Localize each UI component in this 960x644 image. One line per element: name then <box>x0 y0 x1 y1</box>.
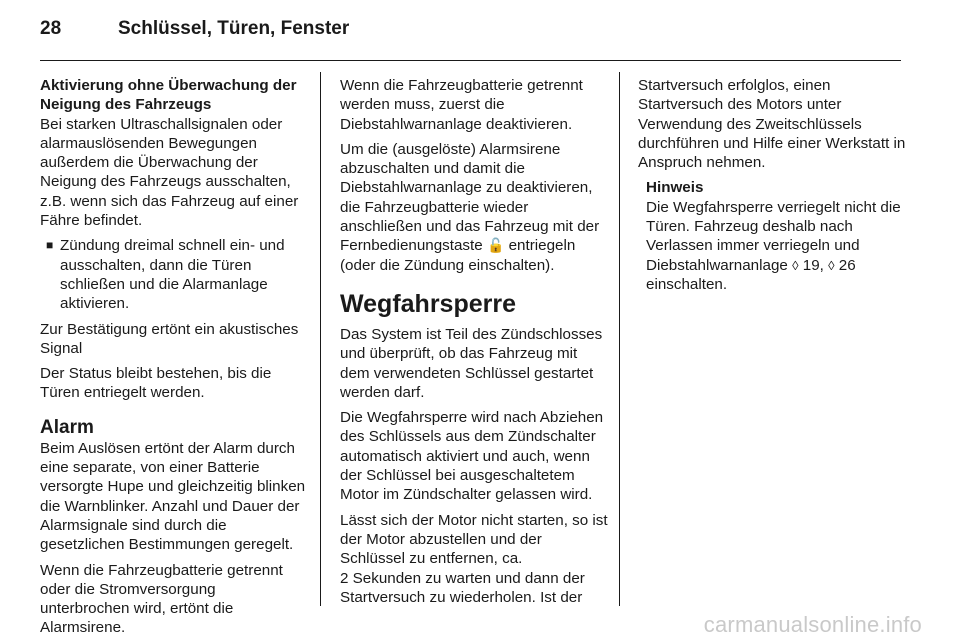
paragraph: Die Wegfahrsperre wird nach Abziehen des Schlüssels aus dem Zündschalter automatisch aktiviert und auch, wenn der Schlüssel bei ausgeschaltetem Motor im Zündschalter gelassen wird. <box>340 409 604 504</box>
paragraph: Startversuch erfolglos, einen Startversuch des Motors unter Verwendung des Zweitschlüssels durchführen und Hilfe einer Werkstatt in Anspruch nehmen. <box>638 77 906 172</box>
column-2 <box>340 76 608 613</box>
chapter-title: Schlüssel, Türen, Fenster <box>118 18 350 39</box>
paragraph <box>340 511 608 607</box>
note-text: Die Wegfahrsperre verriegelt nicht die Türen. Fahrzeug deshalb nach Verlassen immer verriegeln und Diebstahlwarnanlage ◊ 19, ◊ 26 einschalten. <box>646 198 901 293</box>
column-1 <box>40 76 308 644</box>
paragraph-text: entriegeln (oder die Zündung einschalten). <box>340 237 576 274</box>
column-divider-2 <box>619 72 620 606</box>
page-reference-link[interactable]: 26 einschalten. <box>646 256 856 293</box>
paragraph: Beim Auslösen ertönt der Alarm durch eine separate, von einer Batterie versorgte Hupe und gleichzeitig blinken die Warnblinker. Anzahl und Dauer der Alarmsignale sind durch die gesetzlichen Bestimmungen geregelt. <box>40 439 306 554</box>
page-reference-icon: ◊ <box>792 257 799 273</box>
page-header <box>40 18 349 48</box>
header-rule <box>40 60 901 61</box>
list-item <box>40 236 308 313</box>
paragraph-text: Um die (ausgelöste) Alarmsirene abzuschalten und damit die Diebstahlwarnanlage zu deaktivieren, die Fahrzeugbatterie wieder anschließen und das Fahrzeug mit der Fernbedienungstaste <box>340 140 600 255</box>
page-reference-link[interactable]: 19, <box>802 256 824 274</box>
section-heading-wegfahrsperre: Wegfahrsperre <box>340 289 516 318</box>
paragraph: Wenn die Fahrzeugbatterie getrennt werden muss, zuerst die Diebstahlwarnanlage deaktivieren. <box>340 77 583 133</box>
note-box <box>646 178 906 294</box>
column-3 <box>638 76 906 294</box>
page-reference-icon: ◊ <box>828 257 835 273</box>
paragraph: Zur Bestätigung ertönt ein akustisches Signal <box>40 320 299 357</box>
paragraph-text: Lässt sich der Motor nicht starten, so ist der Motor abzustellen und der Schlüssel zu entfernen, ca. <box>340 511 608 568</box>
paragraph <box>340 140 608 275</box>
watermark: carmanualsonline.info <box>703 612 922 637</box>
bullet-icon: ■ <box>46 238 54 253</box>
page-number: 28 <box>40 18 62 39</box>
section-heading-alarm: Alarm <box>40 416 94 438</box>
paragraph: Bei starken Ultraschallsignalen oder alarmauslösenden Bewegungen außerdem die Überwachung der Neigung des Fahrzeugs ausschalten, z.B. wenn sich das Fahrzeug auf einer Fähre befindet. <box>40 115 299 230</box>
column-divider-1 <box>320 72 321 606</box>
unlock-key-icon: 🔓 <box>486 237 505 254</box>
note-title: Hinweis <box>646 179 704 197</box>
paragraph: Der Status bleibt bestehen, bis die Türen entriegelt werden. <box>40 365 272 402</box>
paragraph-text: 2 Sekunden zu warten und dann der Startversuch zu wiederholen. Ist der <box>340 569 585 606</box>
paragraph: Wenn die Fahrzeugbatterie getrennt oder die Stromversorgung unterbrochen wird, ertönt die Alarmsirene. <box>40 561 283 637</box>
list-item-text: Zündung dreimal schnell ein- und ausschalten, dann die Türen schließen und die Alarmanlage aktivieren. <box>60 237 285 313</box>
subheading-line1: Aktivierung ohne Überwachung der <box>40 77 297 94</box>
paragraph: Das System ist Teil des Zündschlosses und überprüft, ob das Fahrzeug mit dem verwendeten Schlüssel gestartet werden darf. <box>340 325 603 401</box>
subheading-line2: Neigung des Fahrzeugs <box>40 96 212 114</box>
